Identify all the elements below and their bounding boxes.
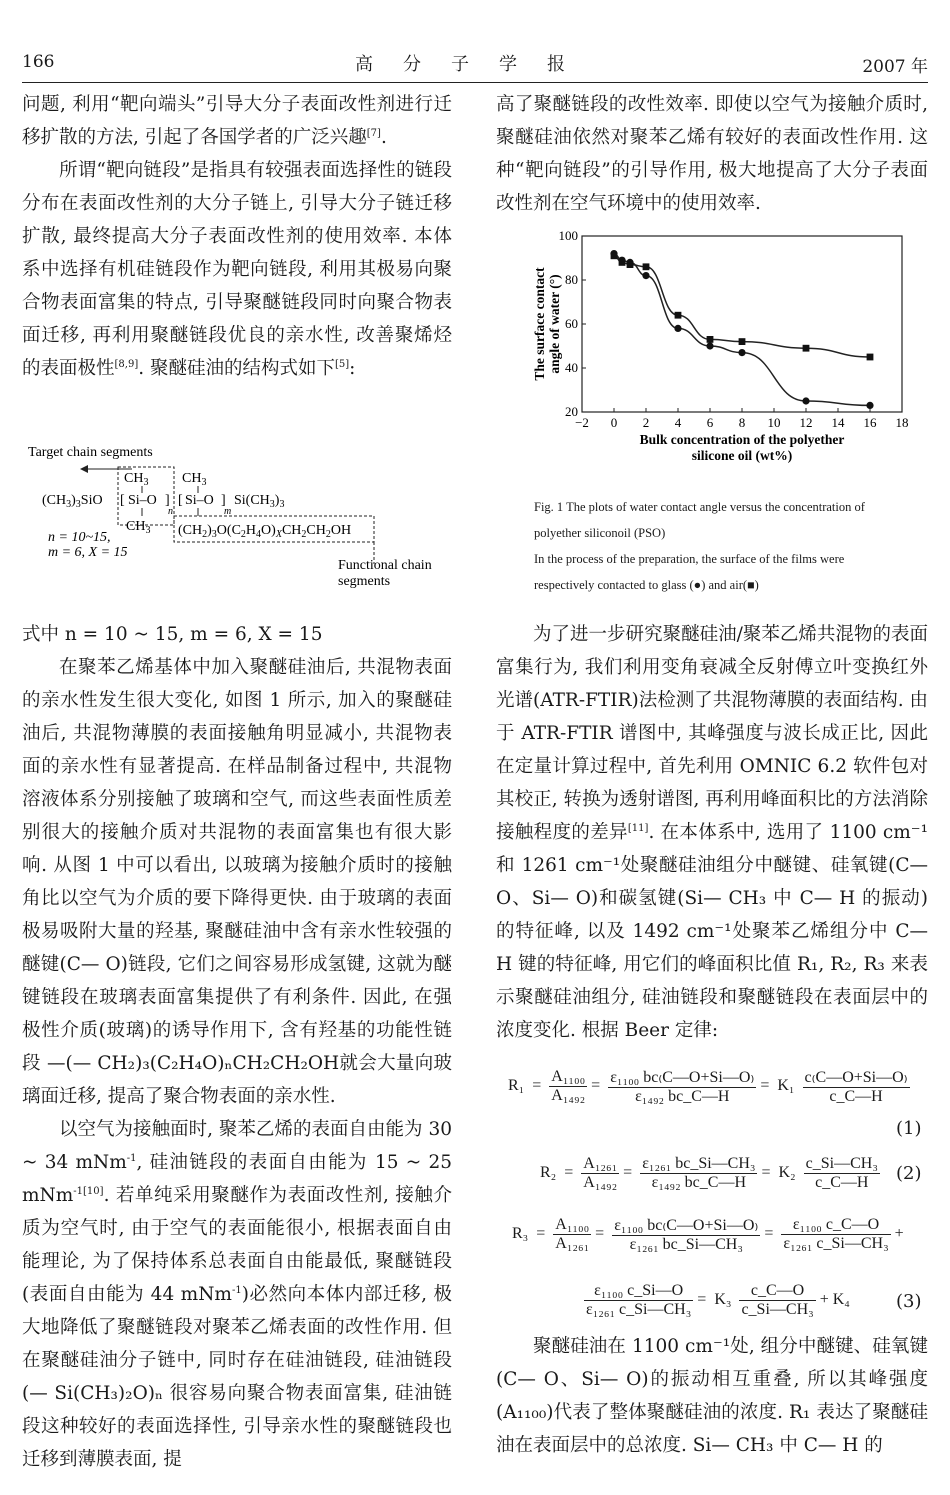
formula-line: 式中 n = 10 ~ 15, m = 6, X = 15 xyxy=(22,624,323,645)
data-point-glass xyxy=(738,349,745,356)
y-tick-label: 80 xyxy=(565,272,578,287)
data-point-air xyxy=(707,336,714,343)
data-point-air xyxy=(803,345,810,352)
svg-text:]: ] xyxy=(221,493,226,508)
data-point-glass xyxy=(642,272,649,279)
data-point-air xyxy=(867,354,874,361)
functional-chain-label: Functional chain xyxy=(338,558,432,573)
svg-text:[: [ xyxy=(120,493,125,508)
x-tick-label: 2 xyxy=(642,415,650,430)
x-tick-label: 8 xyxy=(738,415,746,430)
data-point-glass xyxy=(866,402,873,409)
equation-1: R₁ = $\frac{\text{A₁₁₀₀}}{\text{A₁₄₉₂}}$ = $\frac{\text{ε₁₁₀₀ bc₍C—O+Si—O₎}}{\text{ε₁₄₉₂ bc\_C—H}}$ = K₁ $\frac{c_(C—O+Si—O_)}{c\_C—H}$ xyxy=(508,1068,908,1105)
svg-text:Si–O: Si–O xyxy=(185,493,214,508)
x-tick-label: 14 xyxy=(831,415,845,430)
structure-formula xyxy=(22,438,452,598)
svg-text:n: n xyxy=(168,506,173,517)
right-column-top xyxy=(496,88,928,220)
data-point-air xyxy=(675,312,682,319)
x-tick-label: 0 xyxy=(610,415,618,430)
svg-text:CH3: $CH_3$ xyxy=(126,519,151,536)
y-tick-label: 20 xyxy=(565,404,578,419)
page-number: 166 xyxy=(22,52,55,72)
figure-1-chart xyxy=(526,226,916,486)
x-tick-label: 16 xyxy=(863,415,877,430)
y-tick-label: 100 xyxy=(558,228,578,243)
m-x-values: m = 6, X = 15 xyxy=(48,545,128,560)
x-axis-label-line-2: silicone oil (wt%) xyxy=(691,448,793,463)
paragraph: 以空气为接触面时, 聚苯乙烯的表面自由能为 30 ~ 34 mNm$^{-1}$, 硅油链段的表面自由能为 15 ~ 25 mNm$^{-1[10]}$. 若单纯采用聚醚作为表面改性剂, 接触介质为空气时, 由于空气的表面能很小, 根据表面自由能理论, 为了保持体系总表面自由能最低, 聚醚链段(表面自由能为 44 mNm$^{-1}$)必然向本体内部迁移, 极大地降低了聚醚链段对聚苯乙烯表面的改性作用. 但在聚醚硅油分子链中, 同时存在硅油链段, 硅油链段(— Si(CH₃)₂O)ₙ 很容易向聚合物表面富集, 硅油链段这种较好的表面选择性, 引导亲水性的聚醚链段也迁移到薄膜表面, 提 xyxy=(22,1119,452,1470)
year: 2007 年 xyxy=(862,57,928,77)
paragraph: 高了聚醚链段的改性效率. 即使以空气为接触介质时, 聚醚硅油依然对聚苯乙烯有较好的表面改性作用. 这种“靶向链段”的引导作用, 极大地提高了大分子表面改性剂在空气环境中的使用效率. xyxy=(496,94,928,214)
equation-2: R₂ = $\frac{\text{A₁₂₆₁}}{\text{A₁₄₉₂}}$ = $\frac{\text{ε₁₂₆₁ bc\_Si—CH₃}}{\text{ε₁₄₉₂ bc\_C—H}}$ = K₂ $\frac{\text{c\_Si—CH₃}}{c\_C—H}$ xyxy=(540,1155,878,1191)
right-column-middle xyxy=(496,618,928,1047)
equation-3: R₃ = $\frac{\text{A₁₁₀₀}}{\text{A₁₂₆₁}}$ = $\frac{\text{ε₁₁₀₀ bc₍C—O+Si—O₎}}{\text{ε₁₂₆₁ bc\_Si—CH₃}}$ = $\frac{\text{ε₁₁₀₀ c\_C—O}}{\text{ε₁₂₆₁ c\_Si—CH₃}}$ + xyxy=(512,1216,904,1253)
data-point-air xyxy=(611,252,618,259)
data-point-air xyxy=(627,261,634,268)
svg-text:CH3: $CH_3$ xyxy=(182,471,207,488)
header-rule xyxy=(22,82,928,83)
page-header xyxy=(22,48,928,78)
paragraph: 问题, 利用“靶向端头”引导大分子表面改性剂进行迁移扩散的方法, 引起了各国学者的广泛兴趣[7]. xyxy=(22,94,452,148)
svg-text:Si–O: Si–O xyxy=(128,493,157,508)
n-range: n = 10~15, xyxy=(48,530,111,545)
svg-text:Si(CH3)3: $Si(CH_3)_3$ xyxy=(234,493,285,510)
svg-text:[: [ xyxy=(178,493,183,508)
y-tick-label: 60 xyxy=(565,316,578,331)
x-tick-label: 10 xyxy=(767,415,781,430)
series-line-glass xyxy=(614,254,870,406)
svg-text:m: m xyxy=(224,506,232,517)
target-chain-label: Target chain segments xyxy=(28,445,153,460)
caption-line-1: Fig. 1 The plots of water contact angle versus the concentration of polyether siliconoil (PSO) xyxy=(534,500,865,540)
paragraph: 聚醚硅油在 1100 cm⁻¹处, 组分中醚键、硅氧键(C— O、Si— O)的振动相互重叠, 所以其峰强度(A₁₁₀₀)代表了整体聚醚硅油的浓度. R₁ 表达了聚醚硅油在表面层中的总浓度. Si— CH₃ 中 C— H 的 xyxy=(496,1336,928,1456)
svg-text:(CH3)3SiO: $(CH_3)_3SiO$ xyxy=(42,493,103,510)
x-tick-label: 18 xyxy=(895,415,909,430)
x-tick-label: 12 xyxy=(799,415,813,430)
paragraph: 所谓“靶向链段”是指具有较强表面选择性的链段分布在表面改性剂的大分子链上, 引导大分子链迁移扩散, 最终提高大分子表面改性剂的使用效率. 本体系中选择有机硅链段作为靶向链段, 利用其极易向聚合物表面富集的特点, 引导聚醚链段同时向聚合物表面迁移, 再利用聚醚链段优良的亲水性, 改善聚烯烃的表面极性[8,9]. 聚醚硅油的结构式如下[5]: xyxy=(22,160,452,379)
journal-title: 高分子学报 xyxy=(355,54,595,75)
equation-3-number: (3) xyxy=(896,1291,922,1312)
right-column-bottom xyxy=(496,1330,928,1462)
data-point-air xyxy=(619,259,626,266)
x-tick-label: 4 xyxy=(674,415,682,430)
data-point-glass xyxy=(706,342,713,349)
equation-3-line-2: $\frac{\text{ε₁₁₀₀ c\_Si—O}}{\text{ε₁₂₆₁ c\_Si—CH₃}}$ = K₃ $\frac{c\_C—O}{\text{c\_Si—CH₃}}$ + K₄ xyxy=(586,1282,850,1318)
svg-text:CH3: $CH_3$ xyxy=(124,471,149,488)
svg-text:]: ] xyxy=(165,493,170,508)
svg-text:segments: segments xyxy=(338,574,391,589)
x-axis-label: Bulk concentration of the polyether xyxy=(639,432,845,447)
y-tick-label: 40 xyxy=(565,360,578,375)
x-tick-label: −2 xyxy=(575,415,589,430)
data-point-air xyxy=(739,338,746,345)
data-point-glass xyxy=(674,325,681,332)
data-point-air xyxy=(643,263,650,270)
y-axis-label: The surface contact xyxy=(532,267,547,381)
paragraph: 在聚苯乙烯基体中加入聚醚硅油后, 共混物表面的亲水性发生很大变化, 如图 1 所示, 加入的聚醚硅油后, 共混物薄膜的表面接触角明显减小, 共混物表面的亲水性有显著提高. 在样品制备过程中, 共混物溶液体系分别接触了玻璃和空气, 而这些表面性质差别很大的接触介质对共混物的表面富集也有很大影响. 从图 1 中可以看出, 以玻璃为接触介质时的接触角比以空气为介质的要下降得更快. 由于玻璃的表面极易吸附大量的羟基, 聚醚硅油中含有亲水性较强的醚键(C— O)链段, 它们之间容易形成氢键, 这就为醚键链段在玻璃表面富集提供了有利条件. 因此, 在强极性介质(玻璃)的诱导作用下, 含有羟基的功能性链段 —(— CH₂)₃(C₂H₄O)ₙCH₂CH₂OH就会大量向玻璃面迁移, 提高了聚合物表面的亲水性. xyxy=(22,657,452,1107)
paragraph: 为了进一步研究聚醚硅油/聚苯乙烯共混物的表面富集行为, 我们利用变角衰减全反射傅立叶变换红外光谱(ATR-FTIR)法检测了共混物薄膜的表面结构. 由于 ATR-FTIR 谱图中, 其峰强度与波长成正比, 因此在定量计算过程中, 首先利用 OMNIC 6.2 软件包对其校正, 转换为透射谱图, 再利用峰面积比的方法消除接触程度的差异[11]. 在本体系中, 选用了 1100 cm⁻¹和 1261 cm⁻¹处聚醚硅油组分中醚键、硅氧键(C— O、Si— O)和碳氢键(Si— CH₃ 中 C— H 的振动)的特征峰, 以及 1492 cm⁻¹处聚苯乙烯组分中 C— H 键的特征峰, 用它们的峰面积比值 R₁, R₂, R₃ 来表示聚醚硅油组分, 硅油链段和聚醚链段在表面层中的浓度变化. 根据 Beer 定律: xyxy=(496,624,928,1041)
y-axis-label-line-2: angle of water (°) xyxy=(547,274,562,374)
equation-1-number: (1) xyxy=(896,1118,922,1139)
x-tick-label: 6 xyxy=(706,415,714,430)
equation-2-number: (2) xyxy=(896,1163,922,1184)
figure-caption xyxy=(534,494,894,598)
left-column-top xyxy=(22,88,452,385)
svg-text:(CH2)3O(C2H4O)XCH2CH2OH: $(CH_2)_3O(C_2H_4O)_XCH_2CH_2OH$ xyxy=(178,523,352,540)
data-point-glass xyxy=(802,397,809,404)
caption-line-2: In the process of the preparation, the surface of the films were respectively contacted to glass (●) and air(■) xyxy=(534,552,845,592)
left-column-bottom xyxy=(22,618,452,1476)
